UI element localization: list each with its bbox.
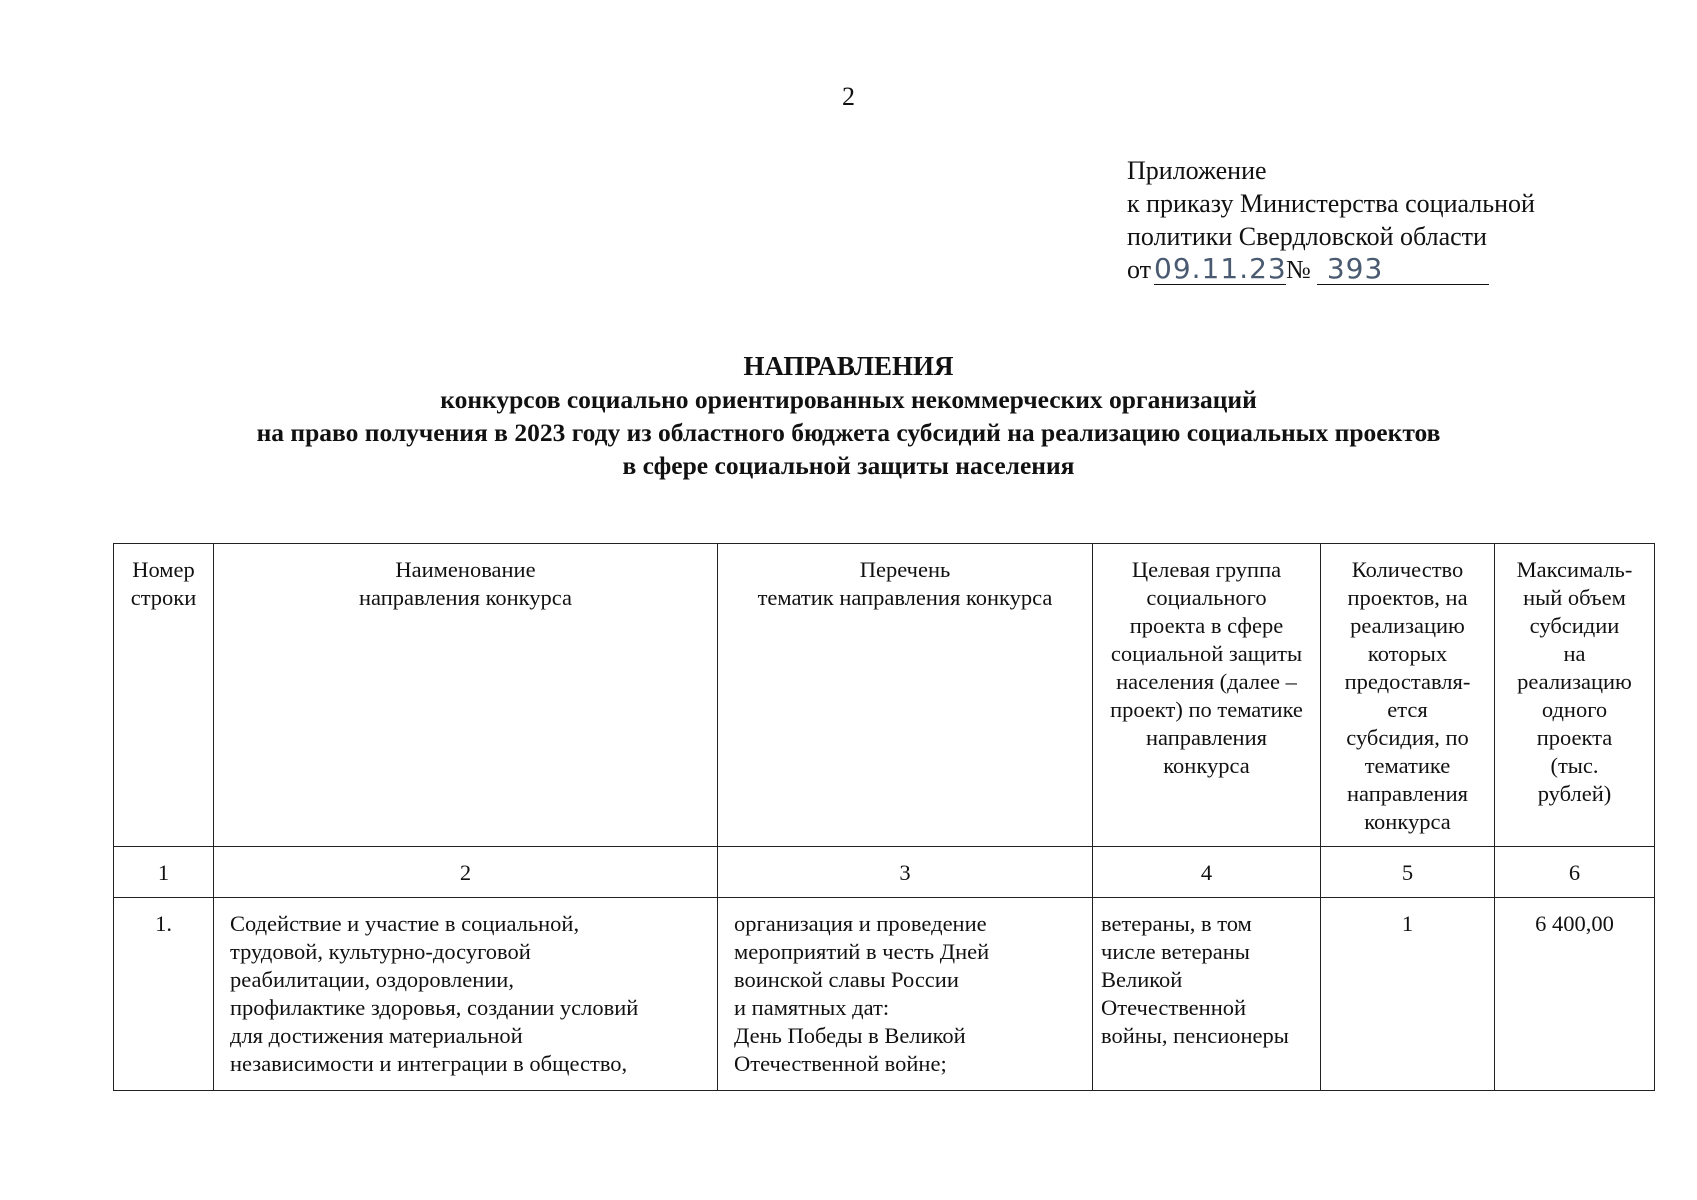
cell-text-line: независимости и интеграции в общество,	[230, 1051, 628, 1076]
header-project-count	[1321, 544, 1495, 847]
cell-text-line: населения (далее –	[1116, 669, 1297, 694]
cell-text-line: Отечественной	[1101, 995, 1247, 1020]
cell-text-line: рублей)	[1537, 781, 1612, 806]
column-number: 3	[718, 847, 1093, 898]
cell-text-line: Номер	[132, 557, 195, 582]
cell-text-line: тематике	[1364, 753, 1451, 778]
page-number: 2	[842, 82, 855, 111]
column-number: 1	[114, 847, 214, 898]
cell-text-line: Количество	[1351, 557, 1464, 582]
cell-text-line: тематик направления конкурса	[757, 585, 1053, 610]
cell-text-line: предоставля-	[1344, 669, 1471, 694]
from-label: от	[1127, 255, 1152, 284]
column-number: 5	[1321, 847, 1495, 898]
cell-text-line: ветераны, в том	[1101, 911, 1252, 936]
project-count: 1	[1321, 898, 1495, 1091]
header-target-group	[1093, 544, 1321, 847]
cell-text-line: Перечень	[859, 557, 951, 582]
cell-text-line: строки	[130, 585, 197, 610]
cell-text-line: трудовой, культурно-досуговой	[230, 939, 531, 964]
topics-list	[718, 898, 1093, 1091]
cell-text-line: субсидии	[1529, 613, 1620, 638]
appendix-block	[1127, 154, 1535, 286]
cell-text-line: для достижения материальной	[230, 1023, 523, 1048]
cell-text-line: Наименование	[395, 557, 536, 582]
column-number-row	[114, 847, 1655, 898]
number-label: №	[1286, 255, 1311, 284]
cell-text-line: направления конкурса	[358, 585, 573, 610]
column-number: 4	[1093, 847, 1321, 898]
cell-text-line: войны, пенсионеры	[1101, 1023, 1289, 1048]
header-max-subsidy	[1495, 544, 1655, 847]
title-main: НАПРАВЛЕНИЯ	[743, 351, 954, 381]
appendix-ministry: политики Свердловской области	[1127, 222, 1487, 251]
cell-text-line: проект) по тематике	[1110, 697, 1303, 722]
cell-text-line: профилактике здоровья, создании условий	[230, 995, 639, 1020]
header-direction-name	[214, 544, 718, 847]
appendix-order-line	[1127, 253, 1535, 286]
max-subsidy: 6 400,00	[1495, 898, 1655, 1091]
cell-text-line: и памятных дат:	[734, 995, 890, 1020]
order-number: 393	[1317, 254, 1489, 285]
direction-name	[214, 898, 718, 1091]
cell-text-line: реализацию	[1517, 669, 1632, 694]
cell-text-line: (тыс.	[1550, 753, 1599, 778]
column-number: 2	[214, 847, 718, 898]
cell-text-line: числе ветераны	[1101, 939, 1250, 964]
document-title	[0, 350, 1697, 482]
cell-text-line: реализацию	[1350, 613, 1465, 638]
appendix-order-ref: к приказу Министерства социальной	[1127, 189, 1535, 218]
cell-text-line: которых	[1367, 641, 1448, 666]
cell-text-line: проектов, на	[1347, 585, 1468, 610]
table-row	[114, 898, 1655, 1091]
row-number: 1.	[114, 898, 214, 1091]
cell-text-line: конкурса	[1364, 809, 1451, 834]
cell-text-line: направления	[1146, 725, 1267, 750]
title-line-2: конкурсов социально ориентированных некоммерческих организаций	[440, 385, 1257, 414]
cell-text-line: социального	[1146, 585, 1267, 610]
cell-text-line: одного	[1541, 697, 1608, 722]
cell-text-line: воинской славы России	[734, 967, 959, 992]
cell-text-line: ется	[1387, 697, 1428, 722]
cell-text-line: социальной защиты	[1110, 641, 1303, 666]
order-date: 09.11.23	[1154, 252, 1287, 285]
column-number: 6	[1495, 847, 1655, 898]
directions-table	[113, 543, 1655, 1091]
title-line-3: на право получения в 2023 году из областного бюджета субсидий на реализацию социальных проектов	[256, 418, 1441, 447]
cell-text-line: на	[1563, 641, 1586, 666]
cell-text-line: Содействие и участие в социальной,	[230, 911, 580, 936]
cell-text-line: субсидия, по	[1346, 725, 1469, 750]
cell-text-line: направления	[1347, 781, 1468, 806]
table-header-row	[114, 544, 1655, 847]
cell-text-line: мероприятий в честь Дней	[734, 939, 990, 964]
header-row-number	[114, 544, 214, 847]
target-group	[1093, 898, 1321, 1091]
cell-text-line: реабилитации, оздоровлении,	[230, 967, 514, 992]
title-line-4: в сфере социальной защиты населения	[622, 451, 1075, 480]
cell-text-line: Целевая группа	[1131, 557, 1282, 582]
cell-text-line: проекта в сфере	[1129, 613, 1284, 638]
cell-text-line: конкурса	[1163, 753, 1250, 778]
header-topics-list	[718, 544, 1093, 847]
cell-text-line: Отечественной войне;	[734, 1051, 947, 1076]
appendix-title: Приложение	[1127, 156, 1267, 185]
cell-text-line: Максималь-	[1516, 557, 1633, 582]
cell-text-line: проекта	[1536, 725, 1613, 750]
cell-text-line: Великой	[1101, 967, 1183, 992]
cell-text-line: День Победы в Великой	[734, 1023, 966, 1048]
cell-text-line: ный объем	[1523, 585, 1626, 610]
cell-text-line: организация и проведение	[734, 911, 987, 936]
